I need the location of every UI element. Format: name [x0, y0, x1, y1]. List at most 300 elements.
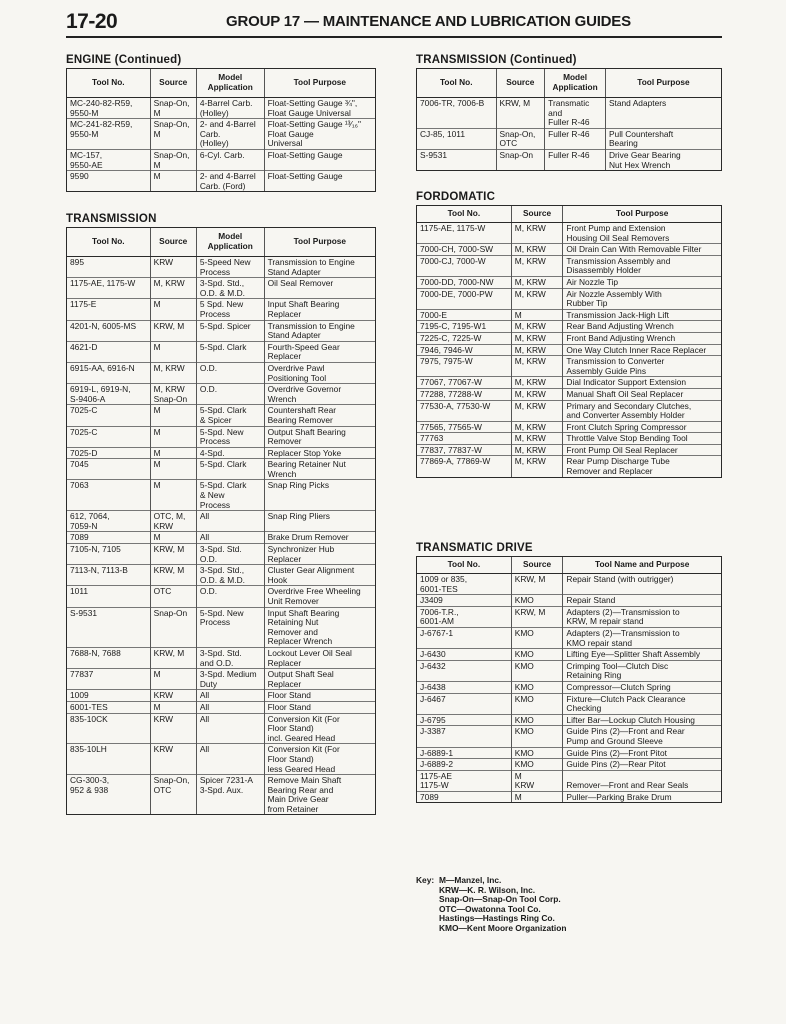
model-application-cell: All	[196, 511, 264, 532]
transmission-continued-body	[417, 98, 721, 171]
source-cell: M	[150, 459, 196, 480]
table-row	[67, 384, 375, 405]
tool-no-cell: 77837, 77837-W	[417, 444, 511, 456]
table-row	[67, 701, 375, 713]
tool-no-cell: 9590	[67, 171, 150, 192]
tool-purpose-cell: Remover—Front and Rear Seals	[563, 770, 721, 791]
source-cell: M	[150, 701, 196, 713]
tool-purpose-cell: Fixture—Clutch Pack Clearance Checking	[563, 693, 721, 714]
source-cell: M, KRW	[511, 400, 563, 421]
tool-purpose-cell: Front Pump Oil Seal Replacer	[563, 444, 721, 456]
source-cell: OTC, M, KRW	[150, 511, 196, 532]
model-application-cell: 5-Spd. Spicer	[196, 320, 264, 341]
source-cell: KRW, M	[150, 647, 196, 668]
tool-purpose-cell: Synchronizer Hub Replacer	[264, 544, 375, 565]
tool-purpose-cell: Front Clutch Spring Compressor	[563, 421, 721, 433]
tool-purpose-cell: Overdrive Free Wheeling Unit Remover	[264, 586, 375, 607]
tool-purpose-cell: Lifting Eye—Splitter Shaft Assembly	[563, 649, 721, 661]
tool-purpose-cell: Input Shaft Bearing Replacer	[264, 299, 375, 320]
table-row	[417, 770, 721, 791]
col-header-model-application: Model Application	[196, 228, 264, 257]
tool-no-cell: 1175-E	[67, 299, 150, 320]
source-cell: M, KRW	[511, 255, 563, 276]
tool-purpose-cell: Transmission Jack-High Lift	[563, 309, 721, 321]
table-row	[67, 149, 375, 170]
tool-purpose-cell: Pull Countershaft Bearing	[605, 128, 721, 149]
model-application-cell: 5 Spd. New Process	[196, 299, 264, 320]
table-row	[67, 586, 375, 607]
col-header-tool-no: Tool No.	[67, 228, 150, 257]
tool-no-cell: 7000-CH, 7000-SW	[417, 244, 511, 256]
tool-no-cell: 7113-N, 7113-B	[67, 565, 150, 586]
col-header-tool-no: Tool No.	[417, 557, 511, 574]
tool-purpose-cell: Cluster Gear Alignment Hook	[264, 565, 375, 586]
table-row	[67, 480, 375, 511]
source-cell: Snap-On, M	[150, 119, 196, 150]
table-row	[67, 647, 375, 668]
tool-no-cell: 77565, 77565-W	[417, 421, 511, 433]
tool-purpose-cell: Crimping Tool—Clutch Disc Retaining Ring	[563, 660, 721, 681]
table-row	[417, 244, 721, 256]
table-row	[67, 119, 375, 150]
source-cell: M, KRW	[511, 377, 563, 389]
table-row	[417, 356, 721, 377]
table-row	[67, 744, 375, 775]
tool-no-cell: CJ-85, 1011	[417, 128, 496, 149]
tool-purpose-cell: Primary and Secondary Clutches, and Converter Assembly Holder	[563, 400, 721, 421]
tool-purpose-cell: Lifter Bar—Lockup Clutch Housing	[563, 714, 721, 726]
col-header-tool-purpose: Tool Purpose	[264, 228, 375, 257]
header-rule	[66, 36, 722, 38]
table-row	[67, 320, 375, 341]
table-row	[417, 388, 721, 400]
tool-purpose-cell: Transmission Assembly and Disassembly Holder	[563, 255, 721, 276]
col-header-tool-no: Tool No.	[417, 69, 496, 98]
model-application-cell: 5-Spd. Clark & Spicer	[196, 405, 264, 426]
col-header-source: Source	[150, 228, 196, 257]
table-row	[417, 574, 721, 595]
table-row	[417, 726, 721, 747]
transmission-continued-title: TRANSMISSION (Continued)	[416, 54, 577, 66]
source-cell: OTC	[150, 586, 196, 607]
tool-no-cell: J-6795	[417, 714, 511, 726]
table-row	[417, 309, 721, 321]
tool-purpose-cell: Rear Band Adjusting Wrench	[563, 321, 721, 333]
source-cell: KMO	[511, 595, 563, 607]
source-cell: Snap-On, M	[150, 149, 196, 170]
tool-no-cell: S-9531	[67, 607, 150, 647]
tool-purpose-cell: Input Shaft Bearing Retaining Nut Remover and Replacer Wrench	[264, 607, 375, 647]
table-row	[417, 288, 721, 309]
transmission-section-title: TRANSMISSION	[66, 213, 157, 225]
tool-no-cell: 77530-A, 77530-W	[417, 400, 511, 421]
transmission-continued-table-box	[416, 68, 722, 171]
col-header-tool-no: Tool No.	[67, 69, 150, 98]
transmission-continued-header	[417, 69, 721, 98]
source-cell: M	[150, 426, 196, 447]
source-cell: Snap-On	[150, 607, 196, 647]
source-cell: Snap-On, M	[150, 98, 196, 119]
tool-no-cell: 7089	[67, 532, 150, 544]
source-cell: KRW, M	[150, 544, 196, 565]
source-cell: KRW	[150, 744, 196, 775]
source-cell: KRW	[150, 690, 196, 702]
tool-purpose-cell: Float-Setting Gauge ¹³⁄₁₆" Float Gauge Universal	[264, 119, 375, 150]
tool-no-cell: MC-157, 9550-AE	[67, 149, 150, 170]
tool-no-cell: 7000-E	[417, 309, 511, 321]
table-row	[417, 456, 721, 477]
source-cell: M	[511, 309, 563, 321]
tool-no-cell: 7025-C	[67, 426, 150, 447]
source-cell: M, KRW Snap-On	[150, 384, 196, 405]
model-application-cell: 3-Spd. Std., O.D. & M.D.	[196, 278, 264, 299]
col-header-model-application: Model Application	[545, 69, 606, 98]
transmission-table-header	[67, 228, 375, 257]
tool-purpose-cell: Remove Main Shaft Bearing Rear and Main Drive Gear from Retainer	[264, 775, 375, 815]
engine-table	[67, 69, 375, 191]
tool-no-cell: 7006-T.R., 6001-AM	[417, 606, 511, 627]
tool-no-cell: J-6767-1	[417, 627, 511, 648]
col-header-tool-purpose: Tool Purpose	[605, 69, 721, 98]
transmission-table-box	[66, 227, 376, 815]
transmatic-drive-table	[417, 557, 721, 802]
source-cell: M KRW	[511, 770, 563, 791]
tool-no-cell: J-6467	[417, 693, 511, 714]
table-row	[417, 321, 721, 333]
table-row	[67, 362, 375, 383]
col-header-source: Source	[150, 69, 196, 98]
tool-no-cell: 1009 or 835, 6001-TES	[417, 574, 511, 595]
tool-purpose-cell: Dial Indicator Support Extension	[563, 377, 721, 389]
tool-purpose-cell: Front Band Adjusting Wrench	[563, 332, 721, 344]
fordomatic-section	[416, 189, 722, 478]
tool-purpose-cell: Rear Pump Discharge Tube Remover and Replacer	[563, 456, 721, 477]
source-cell: KRW	[150, 257, 196, 278]
table-row	[67, 98, 375, 119]
tool-purpose-cell: Snap Ring Pliers	[264, 511, 375, 532]
tool-no-cell: J-6432	[417, 660, 511, 681]
tool-purpose-cell: Floor Stand	[264, 690, 375, 702]
tool-purpose-cell: Air Nozzle Tip	[563, 276, 721, 288]
table-row	[67, 278, 375, 299]
tool-purpose-cell: Conversion Kit (For Floor Stand) incl. Geared Head	[264, 713, 375, 744]
table-row	[417, 421, 721, 433]
tool-purpose-cell: Oil Seal Remover	[264, 278, 375, 299]
model-application-cell: Transmatic and Fuller R-46	[545, 98, 606, 129]
tool-no-cell: S-9531	[417, 149, 496, 170]
table-row	[67, 532, 375, 544]
model-application-cell: 5-Spd. New Process	[196, 607, 264, 647]
tool-no-cell: 1175-AE 1175-W	[417, 770, 511, 791]
tool-no-cell: 77288, 77288-W	[417, 388, 511, 400]
source-cell: KMO	[511, 693, 563, 714]
model-application-cell: 5-Spd. Clark & New Process	[196, 480, 264, 511]
tool-purpose-cell: Countershaft Rear Bearing Remover	[264, 405, 375, 426]
model-application-cell: Fuller R-46	[545, 149, 606, 170]
transmatic-drive-table-box	[416, 556, 722, 803]
tool-no-cell: 612, 7064, 7059-N	[67, 511, 150, 532]
tool-purpose-cell: Snap Ring Picks	[264, 480, 375, 511]
key-entries: M—Manzel, Inc. KRW—K. R. Wilson, Inc. Snap-On—Snap-On Tool Corp. OTC—Owatonna Tool Co. Hastings—Hastings Ring Co. KMO—Kent Moore Organization	[439, 875, 567, 933]
tool-purpose-cell: Bearing Retainer Nut Wrench	[264, 459, 375, 480]
table-row	[67, 426, 375, 447]
model-application-cell: O.D.	[196, 586, 264, 607]
transmission-section	[66, 211, 376, 815]
engine-section	[66, 52, 376, 192]
tool-no-cell: 1175-AE, 1175-W	[417, 223, 511, 244]
tool-no-cell: 6919-L, 6919-N, S-9406-A	[67, 384, 150, 405]
source-cell: M, KRW	[511, 288, 563, 309]
source-cell: M	[150, 171, 196, 192]
table-row	[67, 544, 375, 565]
transmatic-drive-body	[417, 574, 721, 803]
model-application-cell: 4-Barrel Carb. (Holley)	[196, 98, 264, 119]
tool-no-cell: 7025-D	[67, 447, 150, 459]
tool-purpose-cell: One Way Clutch Inner Race Replacer	[563, 344, 721, 356]
transmatic-drive-header	[417, 557, 721, 574]
model-application-cell: 5-Spd. Clark	[196, 459, 264, 480]
tool-no-cell: 7000-DD, 7000-NW	[417, 276, 511, 288]
model-application-cell: 5-Spd. Clark	[196, 341, 264, 362]
tool-no-cell: 895	[67, 257, 150, 278]
source-cell: KRW	[150, 713, 196, 744]
tool-no-cell: 835-10CK	[67, 713, 150, 744]
source-cell: M	[150, 447, 196, 459]
col-header-tool-purpose: Tool Purpose	[563, 206, 721, 223]
tool-no-cell: 7946, 7946-W	[417, 344, 511, 356]
model-application-cell: Fuller R-46	[545, 128, 606, 149]
source-cell: M	[150, 532, 196, 544]
tool-no-cell: J3409	[417, 595, 511, 607]
source-cell: M	[150, 480, 196, 511]
tool-purpose-cell: Conversion Kit (For Floor Stand) less Geared Head	[264, 744, 375, 775]
model-application-cell: 3-Spd. Std. O.D.	[196, 544, 264, 565]
source-cell: M, KRW	[511, 344, 563, 356]
engine-table-header	[67, 69, 375, 98]
tool-no-cell: 7006-TR, 7006-B	[417, 98, 496, 129]
engine-section-title: ENGINE (Continued)	[66, 54, 182, 66]
col-header-source: Source	[496, 69, 545, 98]
tool-purpose-cell: Manual Shaft Oil Seal Replacer	[563, 388, 721, 400]
model-application-cell: 6-Cyl. Carb.	[196, 149, 264, 170]
table-row	[67, 669, 375, 690]
tool-no-cell: 7105-N, 7105	[67, 544, 150, 565]
tool-purpose-cell: Fourth-Speed Gear Replacer	[264, 341, 375, 362]
tool-purpose-cell: Stand Adapters	[605, 98, 721, 129]
source-cell: Snap-On, OTC	[496, 128, 545, 149]
fordomatic-table-box	[416, 205, 722, 478]
model-application-cell: All	[196, 532, 264, 544]
source-cell: KMO	[511, 714, 563, 726]
source-cell: KRW, M	[150, 565, 196, 586]
col-header-tool-no: Tool No.	[417, 206, 511, 223]
fordomatic-title: FORDOMATIC	[416, 191, 496, 203]
source-cell: KRW, M	[511, 606, 563, 627]
source-cell: Snap-On	[496, 149, 545, 170]
tool-purpose-cell: Drive Gear Bearing Nut Hex Wrench	[605, 149, 721, 170]
col-header-model-application: Model Application	[196, 69, 264, 98]
tool-purpose-cell: Puller—Parking Brake Drum	[563, 791, 721, 802]
model-application-cell: All	[196, 713, 264, 744]
source-cell: KMO	[511, 649, 563, 661]
fordomatic-header	[417, 206, 721, 223]
tool-no-cell: 7045	[67, 459, 150, 480]
table-row	[417, 747, 721, 759]
table-row	[67, 299, 375, 320]
source-cell: M	[150, 405, 196, 426]
tool-no-cell: 4621-D	[67, 341, 150, 362]
table-row	[417, 149, 721, 170]
tool-no-cell: 1011	[67, 586, 150, 607]
tool-purpose-cell: Guide Pins (2)—Front Pitot	[563, 747, 721, 759]
tool-purpose-cell: Overdrive Governor Wrench	[264, 384, 375, 405]
table-row	[67, 257, 375, 278]
tool-purpose-cell: Floor Stand	[264, 701, 375, 713]
tool-purpose-cell: Float-Setting Gauge	[264, 149, 375, 170]
source-cell: KMO	[511, 759, 563, 771]
tool-no-cell: 7000-DE, 7000-PW	[417, 288, 511, 309]
table-row	[67, 565, 375, 586]
table-row	[417, 433, 721, 445]
transmission-table-body	[67, 257, 375, 815]
source-cell: M, KRW	[511, 332, 563, 344]
table-row	[417, 714, 721, 726]
tool-no-cell: 4201-N, 6005-MS	[67, 320, 150, 341]
tool-purpose-cell: Lockout Lever Oil Seal Replacer	[264, 647, 375, 668]
source-cell: M, KRW	[511, 276, 563, 288]
tool-no-cell: 77763	[417, 433, 511, 445]
source-cell: M	[511, 791, 563, 802]
table-row	[417, 444, 721, 456]
transmission-table	[67, 228, 375, 814]
tool-purpose-cell: Transmission to Engine Stand Adapter	[264, 320, 375, 341]
page-header	[66, 10, 726, 36]
table-row	[417, 128, 721, 149]
model-application-cell: 3-Spd. Medium Duty	[196, 669, 264, 690]
model-application-cell: Spicer 7231-A 3-Spd. Aux.	[196, 775, 264, 815]
table-row	[417, 377, 721, 389]
transmission-continued-table	[417, 69, 721, 170]
tool-purpose-cell: Adapters (2)—Transmission to KMO repair stand	[563, 627, 721, 648]
tool-no-cell: 835-10LH	[67, 744, 150, 775]
table-row	[67, 713, 375, 744]
table-row	[67, 405, 375, 426]
model-application-cell: 3-Spd. Std. and O.D.	[196, 647, 264, 668]
tool-no-cell: 7063	[67, 480, 150, 511]
source-cell: M, KRW	[150, 362, 196, 383]
source-cell: M, KRW	[511, 433, 563, 445]
tool-no-cell: J-6889-2	[417, 759, 511, 771]
table-row	[417, 255, 721, 276]
tool-no-cell: 7688-N, 7688	[67, 647, 150, 668]
table-row	[417, 332, 721, 344]
tool-purpose-cell: Overdrive Pawl Positioning Tool	[264, 362, 375, 383]
tool-purpose-cell: Oil Drain Can With Removable Filter	[563, 244, 721, 256]
table-row	[67, 607, 375, 647]
source-cell: M	[150, 341, 196, 362]
tool-purpose-cell: Adapters (2)—Transmission to KRW, M repair stand	[563, 606, 721, 627]
tool-no-cell: CG-300-3, 952 & 938	[67, 775, 150, 815]
col-header-tool-name-purpose: Tool Name and Purpose	[563, 557, 721, 574]
source-cell: M, KRW	[150, 278, 196, 299]
tool-no-cell: MC-240-82-R59, 9550-M	[67, 98, 150, 119]
model-application-cell: 3-Spd. Std., O.D. & M.D.	[196, 565, 264, 586]
table-row	[67, 690, 375, 702]
tool-no-cell: 7025-C	[67, 405, 150, 426]
tool-purpose-cell: Float-Setting Gauge	[264, 171, 375, 192]
transmatic-drive-section	[416, 540, 722, 803]
tool-no-cell: J-3387	[417, 726, 511, 747]
table-row	[417, 759, 721, 771]
tool-purpose-cell: Front Pump and Extension Housing Oil Seal Removers	[563, 223, 721, 244]
tool-no-cell: J-6889-1	[417, 747, 511, 759]
tool-purpose-cell: Transmission to Engine Stand Adapter	[264, 257, 375, 278]
table-row	[67, 459, 375, 480]
source-cell: M, KRW	[511, 444, 563, 456]
model-application-cell: O.D.	[196, 384, 264, 405]
tool-purpose-cell: Guide Pins (2)—Rear Pitot	[563, 759, 721, 771]
tool-no-cell: 7089	[417, 791, 511, 802]
source-cell: M, KRW	[511, 456, 563, 477]
table-row	[417, 223, 721, 244]
tool-purpose-cell: Brake Drum Remover	[264, 532, 375, 544]
tool-no-cell: 6915-AA, 6916-N	[67, 362, 150, 383]
table-row	[417, 693, 721, 714]
tool-no-cell: 77837	[67, 669, 150, 690]
tool-purpose-cell: Compressor—Clutch Spring	[563, 681, 721, 693]
source-cell: M	[150, 299, 196, 320]
page-title: GROUP 17 — MAINTENANCE AND LUBRICATION GUIDES	[226, 13, 631, 30]
tool-purpose-cell: Guide Pins (2)—Front and Rear Pump and Ground Sleeve	[563, 726, 721, 747]
table-row	[417, 98, 721, 129]
tool-purpose-cell: Replacer Stop Yoke	[264, 447, 375, 459]
fordomatic-table	[417, 206, 721, 477]
tool-no-cell: MC-241-82-R59, 9550-M	[67, 119, 150, 150]
tool-no-cell: 1009	[67, 690, 150, 702]
tool-no-cell: 7195-C, 7195-W1	[417, 321, 511, 333]
table-row	[417, 681, 721, 693]
col-header-source: Source	[511, 206, 563, 223]
source-cell: KRW, M	[511, 574, 563, 595]
model-application-cell: 5-Spd. New Process	[196, 426, 264, 447]
model-application-cell: 2- and 4-Barrel Carb. (Holley)	[196, 119, 264, 150]
source-cell: M, KRW	[511, 244, 563, 256]
table-row	[417, 660, 721, 681]
tool-no-cell: 1175-AE, 1175-W	[67, 278, 150, 299]
table-row	[417, 606, 721, 627]
tool-no-cell: 77067, 77067-W	[417, 377, 511, 389]
table-row	[67, 447, 375, 459]
col-header-tool-purpose: Tool Purpose	[264, 69, 375, 98]
key-label: Key:	[416, 875, 435, 885]
source-cell: KMO	[511, 660, 563, 681]
tool-no-cell: 7975, 7975-W	[417, 356, 511, 377]
tool-purpose-cell: Repair Stand (with outrigger)	[563, 574, 721, 595]
table-row	[417, 791, 721, 802]
source-cell: M	[150, 669, 196, 690]
source-cell: M, KRW	[511, 356, 563, 377]
transmatic-drive-title: TRANSMATIC DRIVE	[416, 542, 533, 554]
model-application-cell: 4-Spd.	[196, 447, 264, 459]
tool-no-cell: 7000-CJ, 7000-W	[417, 255, 511, 276]
tool-no-cell: J-6430	[417, 649, 511, 661]
source-cell: Snap-On, OTC	[150, 775, 196, 815]
tool-no-cell: 6001-TES	[67, 701, 150, 713]
source-cell: M, KRW	[511, 321, 563, 333]
model-application-cell: 2- and 4-Barrel Carb. (Ford)	[196, 171, 264, 192]
model-application-cell: All	[196, 701, 264, 713]
model-application-cell: All	[196, 690, 264, 702]
